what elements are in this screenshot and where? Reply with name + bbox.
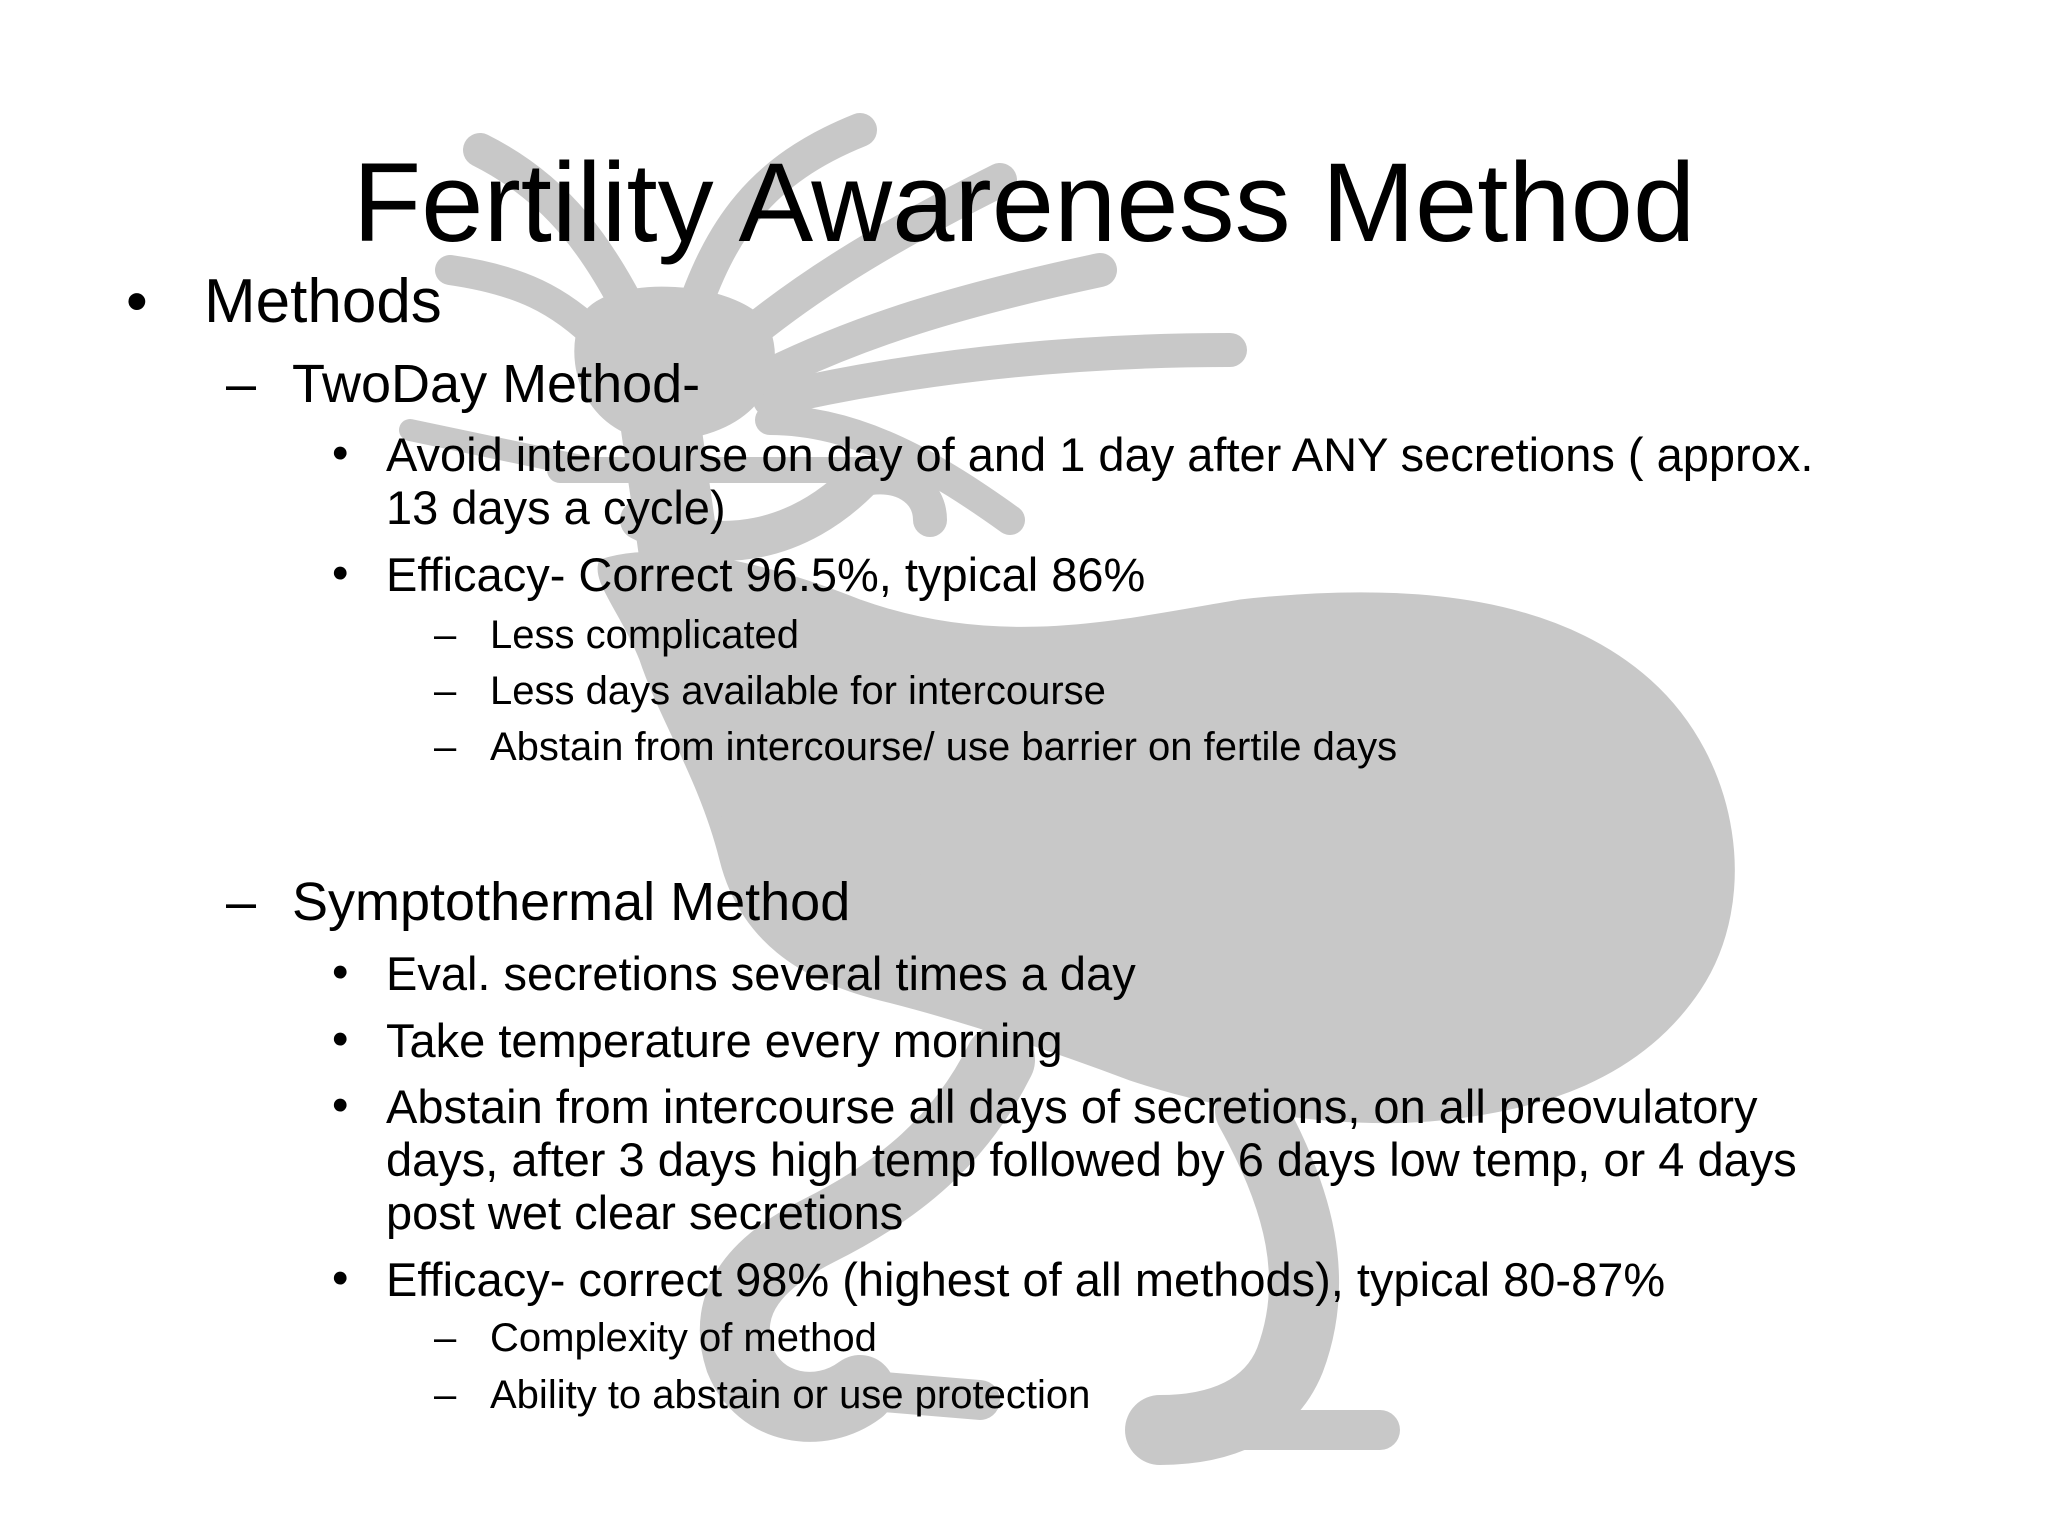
symptothermal-bullet-line: days, after 3 days high temp followed by 6 days low temp, or 4 days — [386, 1133, 1797, 1186]
symptothermal-bullet-line: Abstain from intercourse all days of secretions, on all preovulatory — [386, 1080, 1758, 1133]
symptothermal-method-heading: Symptothermal Method — [292, 872, 851, 932]
dash-marker: – — [226, 354, 257, 414]
bullet-marker: • — [332, 1078, 349, 1131]
bullet-marker: • — [332, 426, 349, 479]
twoday-sub-point: Less complicated — [490, 613, 800, 657]
dash-marker: – — [434, 669, 457, 713]
dash-marker: – — [434, 613, 457, 657]
symptothermal-sub-point: Complexity of method — [490, 1316, 877, 1360]
bullet-marker: • — [126, 267, 148, 336]
twoday-method-heading: TwoDay Method- — [292, 354, 701, 414]
twoday-efficacy-line: Efficacy- Correct 96.5%, typical 86% — [386, 548, 1146, 601]
bullet-marker: • — [332, 546, 349, 599]
bullet-marker: • — [332, 945, 349, 998]
bullet-marker: • — [332, 1012, 349, 1065]
twoday-sub-point: Less days available for intercourse — [490, 669, 1106, 713]
bullet-marker: • — [332, 1251, 349, 1304]
twoday-bullet-line: Avoid intercourse on day of and 1 day after ANY secretions ( approx. — [386, 428, 1814, 481]
dash-marker: – — [226, 872, 257, 932]
methods-heading: Methods — [204, 267, 442, 336]
twoday-bullet-line: 13 days a cycle) — [386, 481, 726, 534]
dash-marker: – — [434, 1373, 457, 1417]
symptothermal-sub-point: Ability to abstain or use protection — [490, 1373, 1091, 1417]
symptothermal-bullet-line: post wet clear secretions — [386, 1186, 904, 1239]
symptothermal-bullet-line: Take temperature every morning — [386, 1014, 1063, 1067]
dash-marker: – — [434, 1316, 457, 1360]
symptothermal-bullet-line: Eval. secretions several times a day — [386, 947, 1136, 1000]
twoday-sub-point: Abstain from intercourse/ use barrier on fertile days — [490, 725, 1398, 769]
symptothermal-efficacy-line: Efficacy- correct 98% (highest of all methods), typical 80-87% — [386, 1253, 1666, 1306]
dash-marker: – — [434, 725, 457, 769]
slide-title: Fertility Awareness Method — [352, 140, 1696, 265]
